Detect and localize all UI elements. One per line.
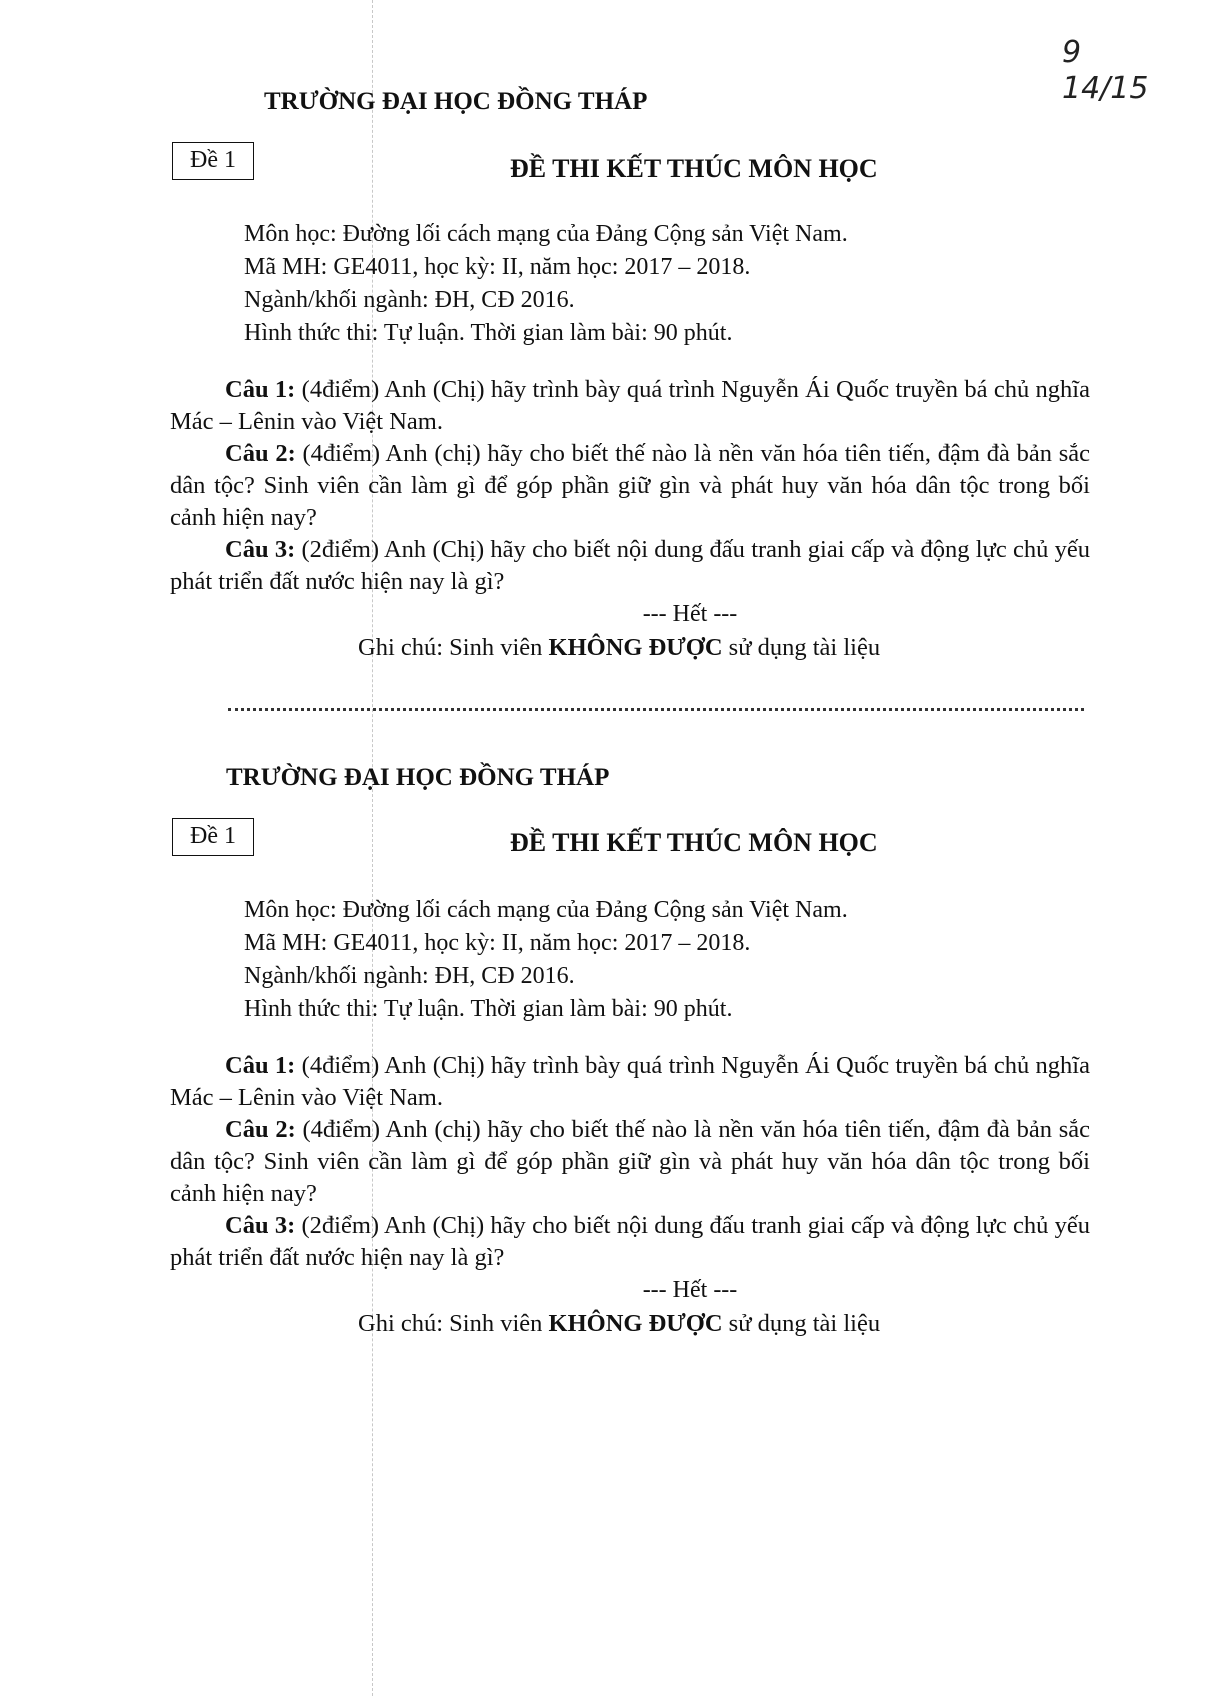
major-line: Ngành/khối ngành: ĐH, CĐ 2016. [244,963,575,989]
exam-note [358,630,1090,666]
question-label: Câu 1: [225,376,296,403]
school-name: TRƯỜNG ĐẠI HỌC ĐỒNG THÁP [264,88,648,115]
course-code-line: Mã MH: GE4011, học kỳ: II, năm học: 2017 – 2018. [244,930,751,956]
exam-sheet-2 [0,672,1214,1337]
exam-code-box: Đề 1 [172,142,254,180]
note-suffix: sử dụng tài liệu [722,634,881,661]
question-label: Câu 3: [225,536,296,563]
note-prefix: Ghi chú: Sinh viên [358,1310,549,1337]
end-mark: --- Hết --- [642,601,738,627]
question-label: Câu 2: [225,1116,296,1143]
note-suffix: sử dụng tài liệu [722,1310,881,1337]
course-code-line: Mã MH: GE4011, học kỳ: II, năm học: 2017 – 2018. [244,254,751,280]
note-emphasis: KHÔNG ĐƯỢC [548,634,723,661]
question-2 [170,438,1090,534]
question-text: (4điểm) Anh (chị) hãy cho biết thế nào là nền văn hóa tiên tiến, đậm đà bản sắc dân tộc? Sinh viên cần làm gì để góp phần giữ gìn và phát huy văn hóa dân tộc trong bối cảnh hiện nay? [170,440,1090,531]
exam-sheet-1 [0,0,1214,661]
handwritten-page-number: 9 [1062,35,1082,70]
question-1 [170,374,1090,438]
subject-line: Môn học: Đường lối cách mạng của Đảng Cộng sản Việt Nam. [244,221,848,247]
question-text: (4điểm) Anh (chị) hãy cho biết thế nào là nền văn hóa tiên tiến, đậm đà bản sắc dân tộc? Sinh viên cần làm gì để góp phần giữ gìn và phát huy văn hóa dân tộc trong bối cảnh hiện nay? [170,1116,1090,1207]
exam-title: ĐỀ THI KẾT THÚC MÔN HỌC [510,828,878,857]
question-3 [170,1210,1090,1274]
question-label: Câu 1: [225,1052,296,1079]
exam-title: ĐỀ THI KẾT THÚC MÔN HỌC [510,154,878,183]
question-text: (2điểm) Anh (Chị) hãy cho biết nội dung đấu tranh giai cấp và động lực chủ yếu phát triển đất nước hiện nay là gì? [170,1212,1090,1271]
end-mark: --- Hết --- [642,1277,738,1303]
major-line: Ngành/khối ngành: ĐH, CĐ 2016. [244,287,575,313]
handwritten-page-count: 14/15 [1062,71,1149,106]
format-line: Hình thức thi: Tự luận. Thời gian làm bài: 90 phút. [244,996,733,1022]
note-emphasis: KHÔNG ĐƯỢC [548,1310,723,1337]
question-list [170,1050,1090,1342]
exam-code-box: Đề 1 [172,818,254,856]
question-text: (2điểm) Anh (Chị) hãy cho biết nội dung đấu tranh giai cấp và động lực chủ yếu phát triển đất nước hiện nay là gì? [170,536,1090,595]
question-text: (4điểm) Anh (Chị) hãy trình bày quá trình Nguyễn Ái Quốc truyền bá chủ nghĩa Mác – Lênin vào Việt Nam. [170,376,1090,435]
exam-note [358,1306,1090,1342]
question-3 [170,534,1090,598]
school-name: TRƯỜNG ĐẠI HỌC ĐỒNG THÁP [226,764,610,791]
question-label: Câu 3: [225,1212,296,1239]
question-label: Câu 2: [225,440,296,467]
question-1 [170,1050,1090,1114]
question-list [170,374,1090,666]
question-2 [170,1114,1090,1210]
exam-info [244,218,848,350]
note-prefix: Ghi chú: Sinh viên [358,634,549,661]
exam-info [244,894,848,1026]
subject-line: Môn học: Đường lối cách mạng của Đảng Cộng sản Việt Nam. [244,897,848,923]
question-text: (4điểm) Anh (Chị) hãy trình bày quá trình Nguyễn Ái Quốc truyền bá chủ nghĩa Mác – Lênin vào Việt Nam. [170,1052,1090,1111]
format-line: Hình thức thi: Tự luận. Thời gian làm bài: 90 phút. [244,320,733,346]
